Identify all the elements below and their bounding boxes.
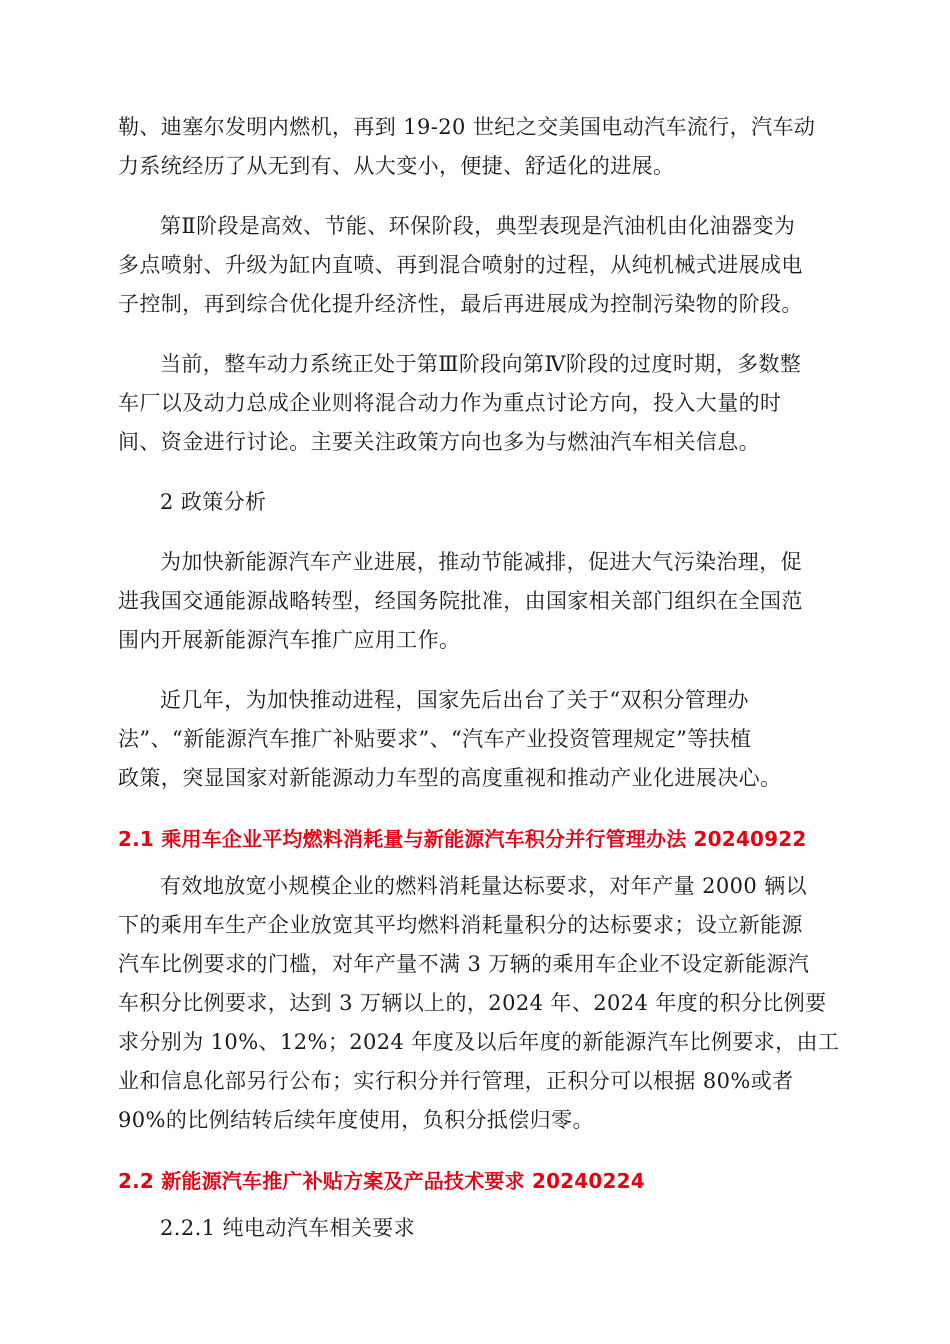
- text-line: 近几年，为加快推动进程，国家先后出台了关于“双积分管理办: [160, 688, 749, 712]
- text-line: 间、资金进行讨论。主要关注政策方向也多为与燃油汽车相关信息。: [118, 430, 760, 454]
- section-heading-2-2: 2.2 新能源汽车推广补贴方案及产品技术要求 20240224: [118, 1169, 645, 1193]
- text-line: 车积分比例要求，达到 3 万辆以上的，2024 年、2024 年度的积分比例要: [118, 991, 827, 1015]
- text-line: 围内开展新能源汽车推广应用工作。: [118, 628, 461, 652]
- paragraph-stage-two: [118, 207, 834, 324]
- text-line: 第Ⅱ阶段是高效、节能、环保阶段，典型表现是汽油机由化油器变为: [160, 214, 796, 238]
- text-line: 力系统经历了从无到有、从大变小，便捷、舒适化的进展。: [118, 154, 675, 178]
- text-line: 多点喷射、升级为缸内直喷、再到混合喷射的过程，从纯机械式进展成电: [118, 253, 803, 277]
- paragraph-policy-recent: [118, 681, 834, 798]
- text-line: 汽车比例要求的门槛，对年产量不满 3 万辆的乘用车企业不设定新能源汽: [118, 952, 810, 976]
- paragraph-powertrain-history: [118, 108, 834, 186]
- paragraph-dual-credit: [118, 867, 840, 1140]
- text-line: 子控制，再到综合优化提升经济性，最后再进展成为控制污染物的阶段。: [118, 292, 803, 316]
- document-body: [118, 108, 840, 1269]
- paragraph-current-stage: [118, 345, 834, 462]
- section-title-policy-analysis: [118, 483, 834, 522]
- text-line: 2 政策分析: [160, 490, 267, 514]
- subsection-heading-2-2-1: 2.2.1 纯电动汽车相关要求: [160, 1216, 416, 1240]
- text-line: 政策，突显国家对新能源动力车型的高度重视和推动产业化进展决心。: [118, 766, 782, 790]
- text-line: 为加快新能源汽车产业进展，推动节能减排，促进大气污染治理，促: [160, 550, 802, 574]
- text-line: 业和信息化部另行公布；实行积分并行管理，正积分可以根据 80%或者: [118, 1069, 794, 1093]
- text-line: 有效地放宽小规模企业的燃料消耗量达标要求，对年产量 2000 辆以: [160, 874, 807, 898]
- text-line: 当前，整车动力系统正处于第Ⅲ阶段向第Ⅳ阶段的过度时期，多数整: [160, 352, 802, 376]
- section-heading-2-1: 2.1 乘用车企业平均燃料消耗量与新能源汽车积分并行管理办法 20240922: [118, 827, 807, 851]
- paragraph-policy-intro: [118, 543, 834, 660]
- text-line: 车厂以及动力总成企业则将混合动力作为重点讨论方向，投入大量的时: [118, 391, 782, 415]
- text-line: 求分别为 10%、12%；2024 年度及以后年度的新能源汽车比例要求，由工: [118, 1030, 840, 1054]
- text-line: 法”、“新能源汽车推广补贴要求”、“汽车产业投资管理规定”等扶植: [118, 727, 752, 751]
- text-line: 进我国交通能源战略转型，经国务院批准，由国家相关部门组织在全国范: [118, 589, 803, 613]
- text-line: 下的乘用车生产企业放宽其平均燃料消耗量积分的达标要求；设立新能源: [118, 913, 803, 937]
- text-line: 勒、迪塞尔发明内燃机，再到 19-20 世纪之交美国电动汽车流行，汽车动: [118, 115, 816, 139]
- text-line: 90%的比例结转后续年度使用，负积分抵偿归零。: [118, 1108, 594, 1132]
